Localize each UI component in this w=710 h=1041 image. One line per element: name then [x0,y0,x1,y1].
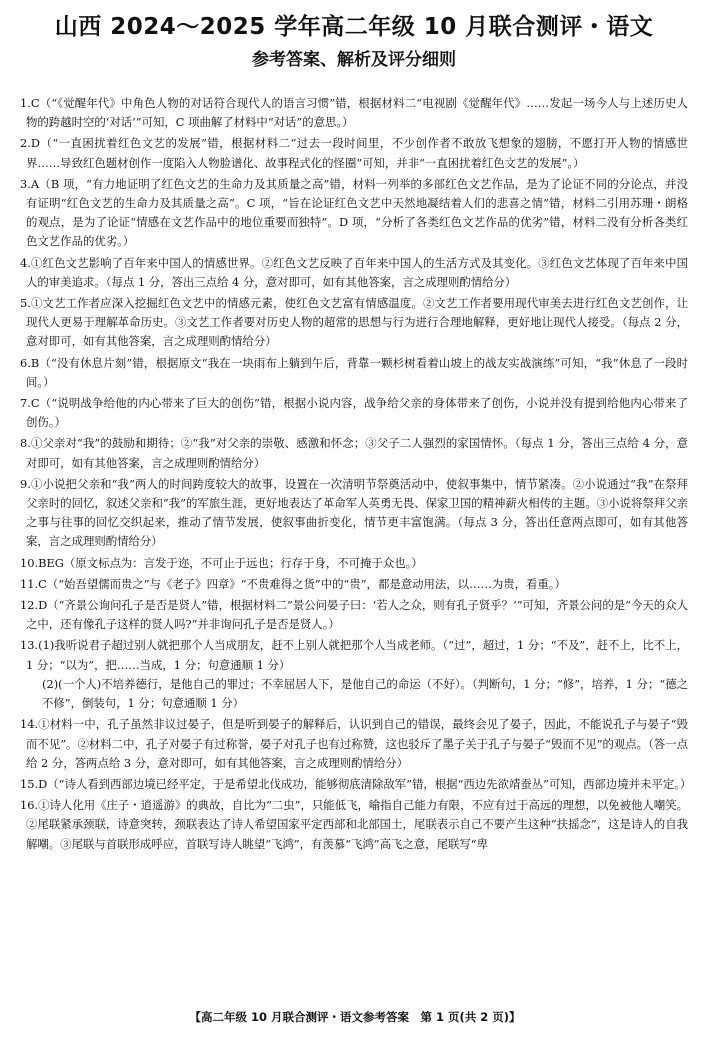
answer-number: 4. [20,255,31,270]
answer-number: 10. [20,555,39,570]
answer-list [20,94,692,854]
page-title: 山西 2024～2025 学年高二年级 10 月联合测评・语文 [54,14,654,40]
answer-item [20,94,688,132]
answer-text: ①父亲对“我”的鼓励和期待；②“我”对父亲的崇敬、感激和怀念；③父子二人强烈的家国情怀。（每点 1 分，答出三点给 4 分，意对即可，如有其他答案，言之成理则酌情给分） [26,436,688,470]
answer-number: 6. [20,355,31,370]
answer-text: BEG（原文标点为：言发于迩，不可止于远也；行存于身，不可掩于众也。） [38,555,423,570]
answer-text: (1)我听说君子超过别人就把那个人当成朋友，赶不上别人就把那个人当成老师。（“过”，超过，1 分；“不及”，赶不上，比不上，1 分；“以为”，把……当成，1 分；句意通顺 1 分） [26,638,688,672]
answer-item [20,775,692,794]
answer-item [20,475,688,552]
answer-number: 13. [20,638,39,653]
answer-text: ①小说把父亲和“我”两人的时间跨度较大的故事，设置在一次清明节祭奠活动中，使叙事集中，情节紧凑。②小说通过“我”在祭拜父亲时的回忆，叙述父亲和“我”的军旅生涯，更好地表达了革命军人英勇无畏、保家卫国的精神薪火相传的主题。③小说将祭拜父亲之事与往事的回忆交织起来，推动了情节发展，使叙事曲折变化，情节更丰富饱满。（每点 3 分，答出任意两点即可，如有其他答案，言之成理则酌情给分） [26,476,688,549]
answer-item [20,434,688,472]
answer-number: 5. [20,296,31,311]
page-subtitle: 参考答案、解析及评分细则 [252,50,456,70]
answer-text: D（“齐景公询问孔子是否是贤人”错，根据材料二“景公问晏子曰：‘若人之众，则有孔子贤乎？’”可知，齐景公问的是“今天的众人之中，还有像孔子这样的贤人吗?”并非询问孔子是否是贤人。） [26,598,688,632]
answer-item [20,715,688,773]
answer-text: A（B 项，“有力地证明了红色文艺的生命力及其质量之高”错，材料一列举的多部红色文艺作品，是为了论证不同的分论点，并没有证明“红色文艺的生命力及其质量之高”。C 项，“旨在论证红色文艺中天然地凝结着人们的悲喜之情”错，材料二引用苏珊・朗格的观点，是为了论证“情感在文艺作品中的地位重要而独特”。D 项，“分析了各类红色文艺作品的优劣”错，材料二没有分析各类红色文艺作品的优劣。） [26,176,688,249]
answer-text: C（“说明战争给他的内心带来了巨大的创伤”错，根据小说内容，战争给父亲的身体带来了创伤，小说并没有提到给他内心带来了创伤。） [26,396,688,430]
answer-text: B（“没有休息片刻”错，根据原文“我在一块雨布上躺到午后，背靠一颗杉树看着山坡上的战友实战演练”可知，“我”休息了一段时间。） [26,355,688,389]
answer-item [20,796,688,854]
answer-number: 12. [20,598,39,613]
answer-text: ①诗人化用《庄子・逍遥游》的典故，自比为“二虫”，只能低飞，喻指自己能力有限，不应有过于高远的理想，以免被他人嘲笑。②尾联紧承颈联，诗意突转，颈联表达了诗人希望国家平定西部和北部国土，尾联表示自己不要产生这种“扶摇念”，这是诗人的自我解嘲。③尾联与首联形成呼应，首联写诗人眺望“飞鸿”，有羡慕“飞鸿”高飞之意，尾联写“卑 [26,798,688,851]
answer-item [20,636,688,713]
answer-number: 1. [20,96,31,110]
answer-item [20,394,688,432]
answer-text: ①材料一中，孔子虽然非议过晏子，但是听到晏子的解释后，认识到自己的错误，最终会见了晏子，因此，不能说孔子与晏子“毁而不见”。②材料二中，孔子对晏子有过称誉，晏子对孔子也有过称赞，这也驳斥了墨子关于孔子与晏子“毁而不见”的观点。（答一点给 2 分，答两点给 3 分，意对即可，如有其他答案，言之成理则酌情给分） [26,717,688,770]
answer-item [20,554,688,573]
answer-number: 11. [20,576,39,591]
answer-item [20,175,688,252]
answer-text: C（“始吾望儒而贵之”与《老子》四章》“不贵难得之货”中的“贵”，都是意动用法，以……为贵，看重。） [38,576,566,591]
answer-number: 3. [20,176,31,191]
answer-item [20,254,688,292]
answer-item [20,596,688,634]
answer-number: 8. [20,436,31,451]
answer-number: 14. [20,717,39,732]
answer-item [20,294,688,352]
page-footer: 【高二年级 10 月联合测评・语文参考答案 第 1 页(共 2 页)】 [189,1010,521,1024]
answer-text: ①文艺工作者应深入挖掘红色文艺中的情感元素，使红色文艺富有情感温度。②文艺工作者要用现代审美去进行红色文艺创作，让现代人更易于理解革命历史。③文艺工作者要对历史人物的超常的思想与行为进行合理地解释，更好地让现代人接受。（每点 2 分，意对即可，如有其他答案，言之成理则酌情给分） [26,296,688,349]
answer-item [20,575,688,594]
answer-number: 9. [20,476,31,491]
answer-number: 16. [20,798,39,813]
answer-number: 7. [20,396,31,411]
answer-item [20,134,688,172]
answer-item [20,354,688,392]
answer-text: D（“诗人看到西部边境已经平定，于是希望北伐成功，能够彻底清除敌军”错，根据“西边先欲靖蚕丛”可知，西部边境并未平定。） [38,776,692,791]
answer-number: 2. [20,136,31,151]
answer-text: C（“《觉醒年代》中角色人物的对话符合现代人的语言习惯”错，根据材料二“电视剧《觉醒年代》……发起一场今人与上述历史人物的跨越时空的‘对话’”可知，C 项曲解了材料中“对话”的意思。） [26,96,688,130]
answer-text: ①红色文艺影响了百年来中国人的情感世界。②红色文艺反映了百年来中国人的生活方式及其变化。③红色文艺体现了百年来中国人的审美追求。（每点 1 分，答出三点给 4 分，意对即可，如有其他答案，言之成理则酌情给分） [26,255,688,289]
answer-text: D（“一直困扰着红色文艺的发展”错，根据材料二“过去一段时间里，不少创作者不敢放飞想象的翅膀，不愿打开人物的情感世界……导致红色题材创作一度陷入人物脸谱化、故事程式化的怪圈”可知，并非“一直困扰着红色文艺的发展”。） [26,136,688,170]
answer-number: 15. [20,776,39,791]
answer-subpart: (2)(一个人)不培养德行，是他自己的罪过；不幸屈居人下，是他自己的命运（不好）。（判断句，1 分；“修”，培养，1 分；“德之不修”，倒装句，1 分；句意通顺 1 分） [42,676,688,711]
